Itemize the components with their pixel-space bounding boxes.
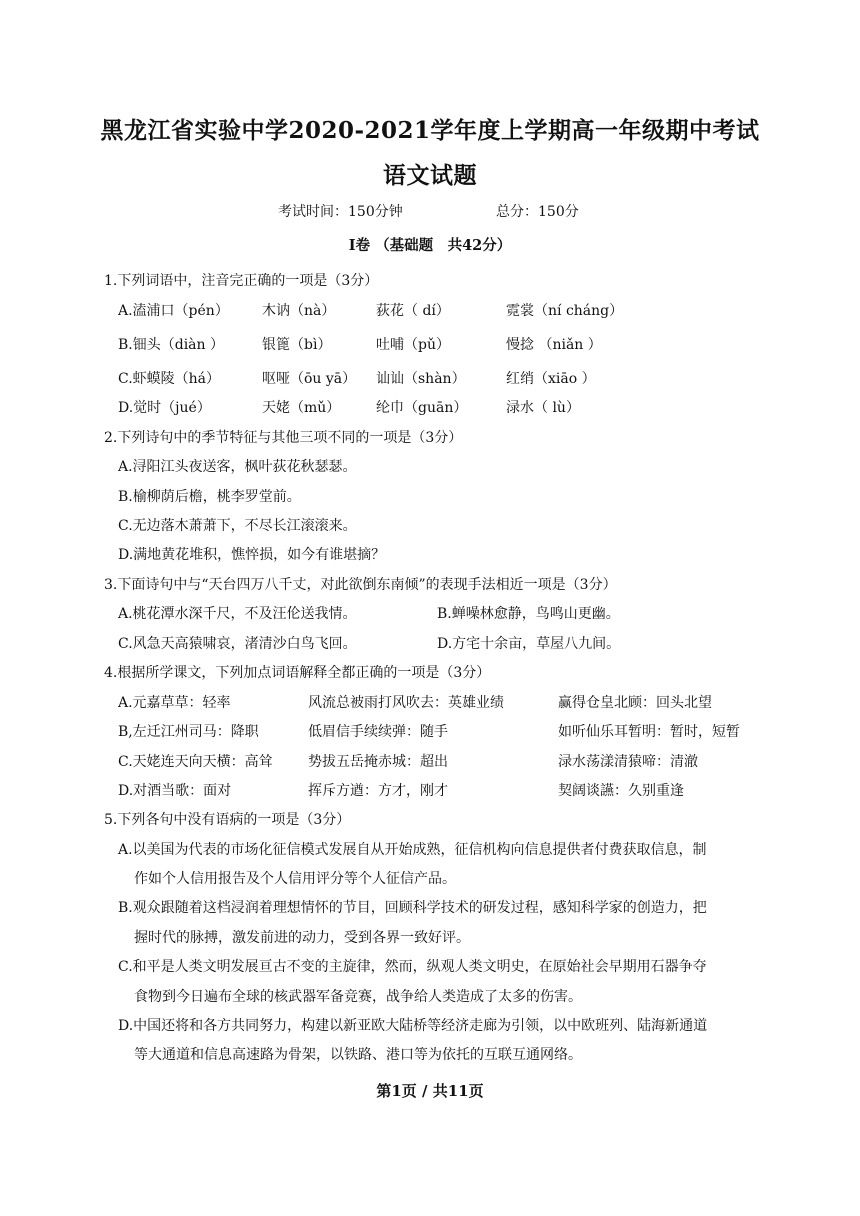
question-1-option-row2-col4: 慢捻 （niǎn ）: [506, 337, 602, 353]
question-4-option-row2-col3: 如听仙乐耳暂明：暂时，短暂: [558, 724, 740, 740]
question-3-option-a: A.桃花潭水深千尺，不及汪伦送我情。: [118, 606, 357, 622]
question-4-option-row4-col1: D.对酒当歌：面对: [118, 783, 232, 799]
question-2-option-a: A.浔阳江头夜送客，枫叶荻花秋瑟瑟。: [118, 459, 357, 475]
question-1-option-row4-col3: 纶巾（guān）: [376, 400, 468, 416]
question-2-option-b: B.榆柳荫后檐，桃李罗堂前。: [118, 489, 301, 505]
question-5-option-b-line2: 握时代的脉搏，激发前进的动力，受到各界一致好评。: [134, 930, 470, 946]
question-4-option-row4-col2: 挥斥方遒：方才，刚才: [308, 783, 448, 799]
question-1-option-row4-col2: 天姥（mǔ）: [262, 400, 341, 416]
exam-time: 考试时间：150分钟: [278, 204, 403, 220]
question-5-option-d-line1: D.中国还将和各方共同努力，构建以新亚欧大陆桥等经济走廊为引领，以中欧班列、陆海新通道: [118, 1018, 708, 1034]
question-3-stem: 3.下面诗句中与“天台四万八千丈，对此欲倒东南倾”的表现手法相近一项是（3分）: [104, 577, 617, 593]
page-footer: 第1页 / 共11页: [376, 1082, 484, 1100]
question-1-option-row1-col2: 木讷（nà）: [262, 303, 336, 319]
question-1-option-row2-col3: 吐哺（pǔ）: [376, 337, 450, 353]
question-1-option-row3-col4: 红绡（xiāo ）: [506, 371, 596, 387]
section-heading: Ⅰ卷 （基础题 共42分）: [348, 237, 512, 254]
question-1-option-row3-col3: 讪讪（shàn）: [376, 371, 466, 387]
question-4-option-row3-col2: 势拔五岳掩赤城：超出: [308, 754, 448, 770]
question-1-option-row4-col1: D.觉时（jué）: [118, 400, 211, 416]
question-1-option-row2-col1: B.钿头（diàn ）: [118, 337, 224, 353]
question-4-stem: 4.根据所学课文，下列加点词语解释全都正确的一项是（3分）: [104, 665, 491, 681]
question-1-option-row2-col2: 银篦（bì）: [262, 337, 332, 353]
total-score: 总分：150分: [496, 204, 579, 220]
question-4-option-row2-col2: 低眉信手续续弹：随手: [308, 724, 448, 740]
question-1-option-row4-col4: 渌水（ lù）: [506, 400, 580, 416]
question-3-option-b: B.蝉噪林愈静，鸟鸣山更幽。: [437, 606, 620, 622]
question-4-option-row2-col1: B,左迁江州司马：降职: [118, 724, 259, 740]
question-1-stem: 1.下列词语中，注音完正确的一项是（3分）: [104, 273, 379, 289]
question-5-option-a-line1: A.以美国为代表的市场化征信模式发展自从开始成熟，征信机构向信息提供者付费获取信息，制: [118, 842, 707, 858]
question-5-option-a-line2: 作如个人信用报告及个人信用评分等个人征信产品。: [134, 871, 456, 887]
question-2-option-d: D.满地黄花堆积，憔悴损，如今有谁堪摘？: [118, 547, 386, 563]
exam-subtitle: 语文试题: [383, 162, 477, 189]
question-4-option-row3-col3: 渌水荡漾清猿啼：清澈: [558, 754, 698, 770]
question-3-option-d: D.方宅十余亩，草屋八九间。: [437, 636, 621, 652]
question-4-option-row3-col1: C.天姥连天向天横：高耸: [118, 754, 273, 770]
question-5-option-d-line2: 等大通道和信息高速路为骨架，以铁路、港口等为依托的互联互通网络。: [134, 1047, 582, 1063]
question-4-option-row4-col3: 契阔谈讌：久别重逢: [558, 783, 684, 799]
exam-title: 黑龙江省实验中学2020-2021学年度上学期高一年级期中考试: [100, 117, 760, 144]
question-5-stem: 5.下列各句中没有语病的一项是（3分）: [104, 812, 351, 828]
question-4-option-row1-col1: A.元嘉草草：轻率: [118, 695, 231, 711]
question-2-option-c: C.无边落木萧萧下，不尽长江滚滚来。: [118, 518, 357, 534]
question-5-option-b-line1: B.观众跟随着这档浸润着理想情怀的节目，回顾科学技术的研发过程，感知科学家的创造力，把: [118, 900, 707, 916]
question-3-option-c: C.风急天高猿啸哀，渚清沙白鸟飞回。: [118, 636, 357, 652]
question-4-option-row1-col3: 赢得仓皇北顾：回头北望: [558, 695, 712, 711]
question-5-option-c-line1: C.和平是人类文明发展亘古不变的主旋律，然而，纵观人类文明史，在原始社会早期用石器争夺: [118, 959, 707, 975]
question-1-option-row3-col2: 呕哑（ōu yā）: [262, 371, 357, 387]
question-5-option-c-line2: 食物到今日遍布全球的核武器军备竞赛，战争给人类造成了太多的伤害。: [134, 989, 582, 1005]
question-1-option-row1-col1: A.溘浦口（pén）: [118, 303, 229, 319]
question-2-stem: 2.下列诗句中的季节特征与其他三项不同的一项是（3分）: [104, 430, 463, 446]
question-1-option-row1-col4: 霓裳（ní cháng）: [506, 303, 624, 319]
question-1-option-row3-col1: C.虾蟆陵（há）: [118, 371, 221, 387]
question-1-option-row1-col3: 荻花（ dí）: [376, 303, 450, 319]
question-4-option-row1-col2: 风流总被雨打风吹去：英雄业绩: [308, 695, 504, 711]
